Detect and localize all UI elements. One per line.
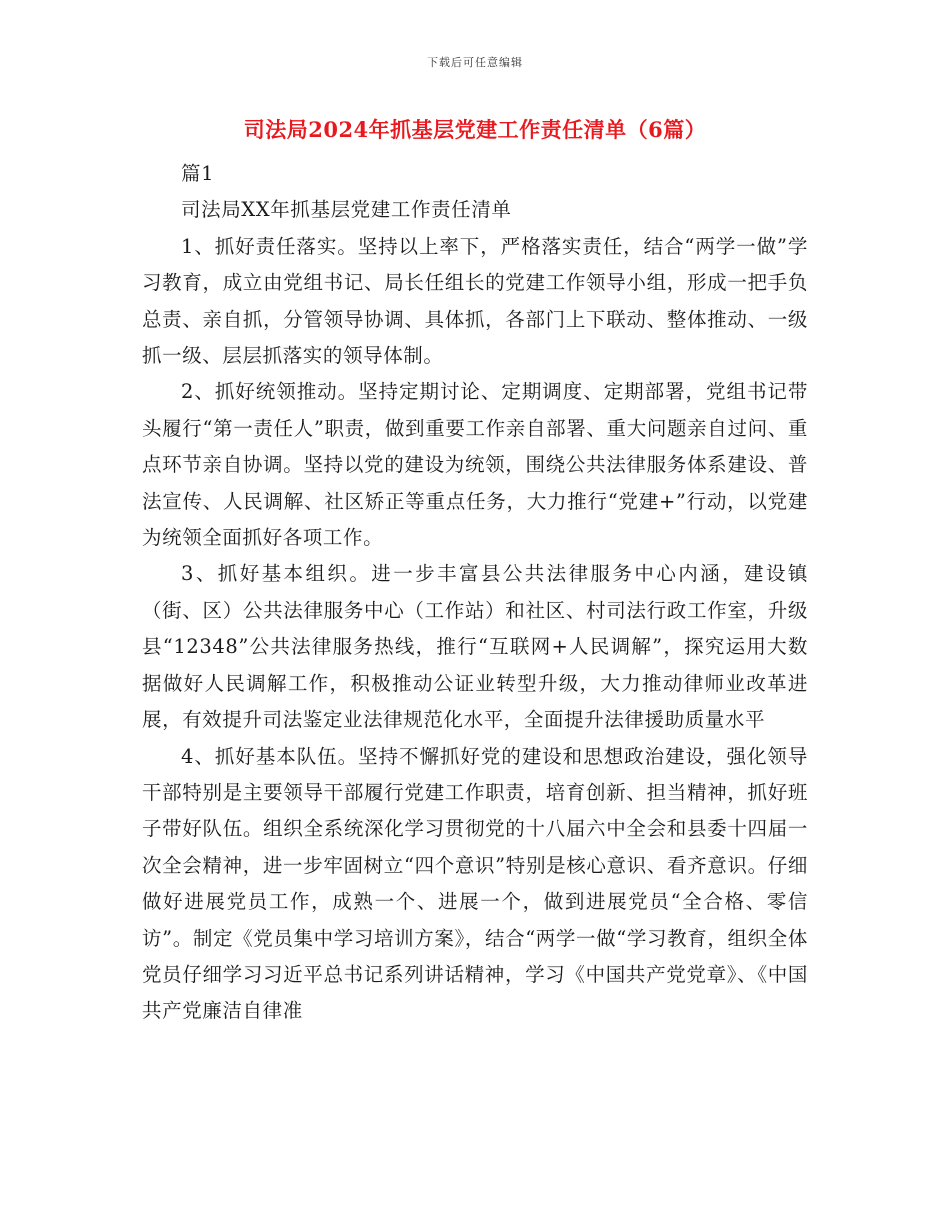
paragraph-1: 1、抓好责任落实。坚持以上率下，严格落实责任，结合“两学一做”学习教育，成立由党组书记、局长任组长的党建工作领导小组，形成一把手负总责、亲自抓，分管领导协调、具体抓，各部门上下联动、整体推动、一级抓一级、层层抓落实的领导体制。 bbox=[142, 234, 808, 368]
document-body bbox=[142, 156, 808, 1030]
page-header-note: 下载后可任意编辑 bbox=[427, 56, 523, 69]
paragraph-3: 3、抓好基本组织。进一步丰富县公共法律服务中心内涵，建设镇（街、区）公共法律服务中心（工作站）和社区、村司法行政工作室，升级县“12348”公共法律服务热线，推行“互联网+人民调解”，探究运用大数据做好人民调解工作，积极推动公证业转型升级，大力推动律师业改革进展，有效提升司法鉴定业法律规范化水平，全面提升法律援助质量水平 bbox=[142, 562, 808, 732]
section-label: 篇1 bbox=[181, 162, 215, 185]
document-title: 司法局2024年抓基层党建工作责任清单（6篇） bbox=[243, 117, 707, 142]
paragraph-4: 4、抓好基本队伍。坚持不懈抓好党的建设和思想政治建设，强化领导干部特别是主要领导干部履行党建工作职责，培育创新、担当精神，抓好班子带好队伍。组织全系统深化学习贯彻党的十八届六中全会和县委十四届一次全会精神，进一步牢固树立“四个意识”特别是核心意识、看齐意识。仔细做好进展党员工作，成熟一个、进展一个，做到进展党员“全合格、零信访”。制定《党员集中学习培训方案》，结合“两学一做“学习教育，组织全体党员仔细学习习近平总书记系列讲话精神，学习《中国共产党党章》、《中国共产党廉洁自律准 bbox=[142, 744, 808, 1023]
document-subtitle: 司法局XX年抓基层党建工作责任清单 bbox=[181, 198, 512, 222]
paragraph-2: 2、抓好统领推动。坚持定期讨论、定期调度、定期部署，党组书记带头履行“第一责任人”职责，做到重要工作亲自部署、重大问题亲自过问、重点环节亲自协调。坚持以党的建设为统领，围绕公共法律服务体系建设、普法宣传、人民调解、社区矫正等重点任务，大力推行“党建+”行动，以党建为统领全面抓好各项工作。 bbox=[142, 380, 808, 550]
